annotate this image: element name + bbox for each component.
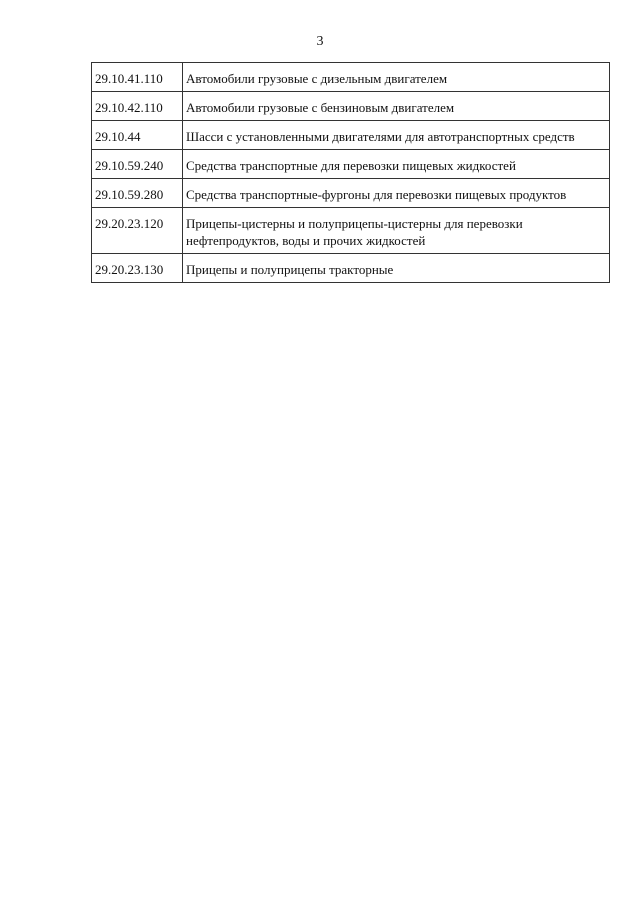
table-row xyxy=(92,179,610,208)
code-cell: 29.10.41.110 xyxy=(92,63,183,92)
code-cell: 29.20.23.130 xyxy=(92,254,183,283)
code-cell: 29.10.59.240 xyxy=(92,150,183,179)
table-row xyxy=(92,92,610,121)
code-cell: 29.10.59.280 xyxy=(92,179,183,208)
name-cell: Прицепы-цистерны и полуприцепы-цистерны для перевозки нефтепродуктов, воды и прочих жидкостей xyxy=(183,208,610,254)
table-row xyxy=(92,121,610,150)
page-number: 3 xyxy=(316,34,324,49)
name-cell: Средства транспортные для перевозки пищевых жидкостей xyxy=(183,150,610,179)
name-cell: Автомобили грузовые с дизельным двигателем xyxy=(183,63,610,92)
name-cell: Прицепы и полуприцепы тракторные xyxy=(183,254,610,283)
table-row xyxy=(92,254,610,283)
table-row xyxy=(92,208,610,254)
code-cell: 29.20.23.120 xyxy=(92,208,183,254)
table-row xyxy=(92,63,610,92)
name-cell: Средства транспортные-фургоны для перевозки пищевых продуктов xyxy=(183,179,610,208)
table-row xyxy=(92,150,610,179)
name-cell: Шасси с установленными двигателями для автотранспортных средств xyxy=(183,121,610,150)
classification-table xyxy=(91,62,610,283)
code-cell: 29.10.42.110 xyxy=(92,92,183,121)
code-cell: 29.10.44 xyxy=(92,121,183,150)
name-cell: Автомобили грузовые с бензиновым двигателем xyxy=(183,92,610,121)
